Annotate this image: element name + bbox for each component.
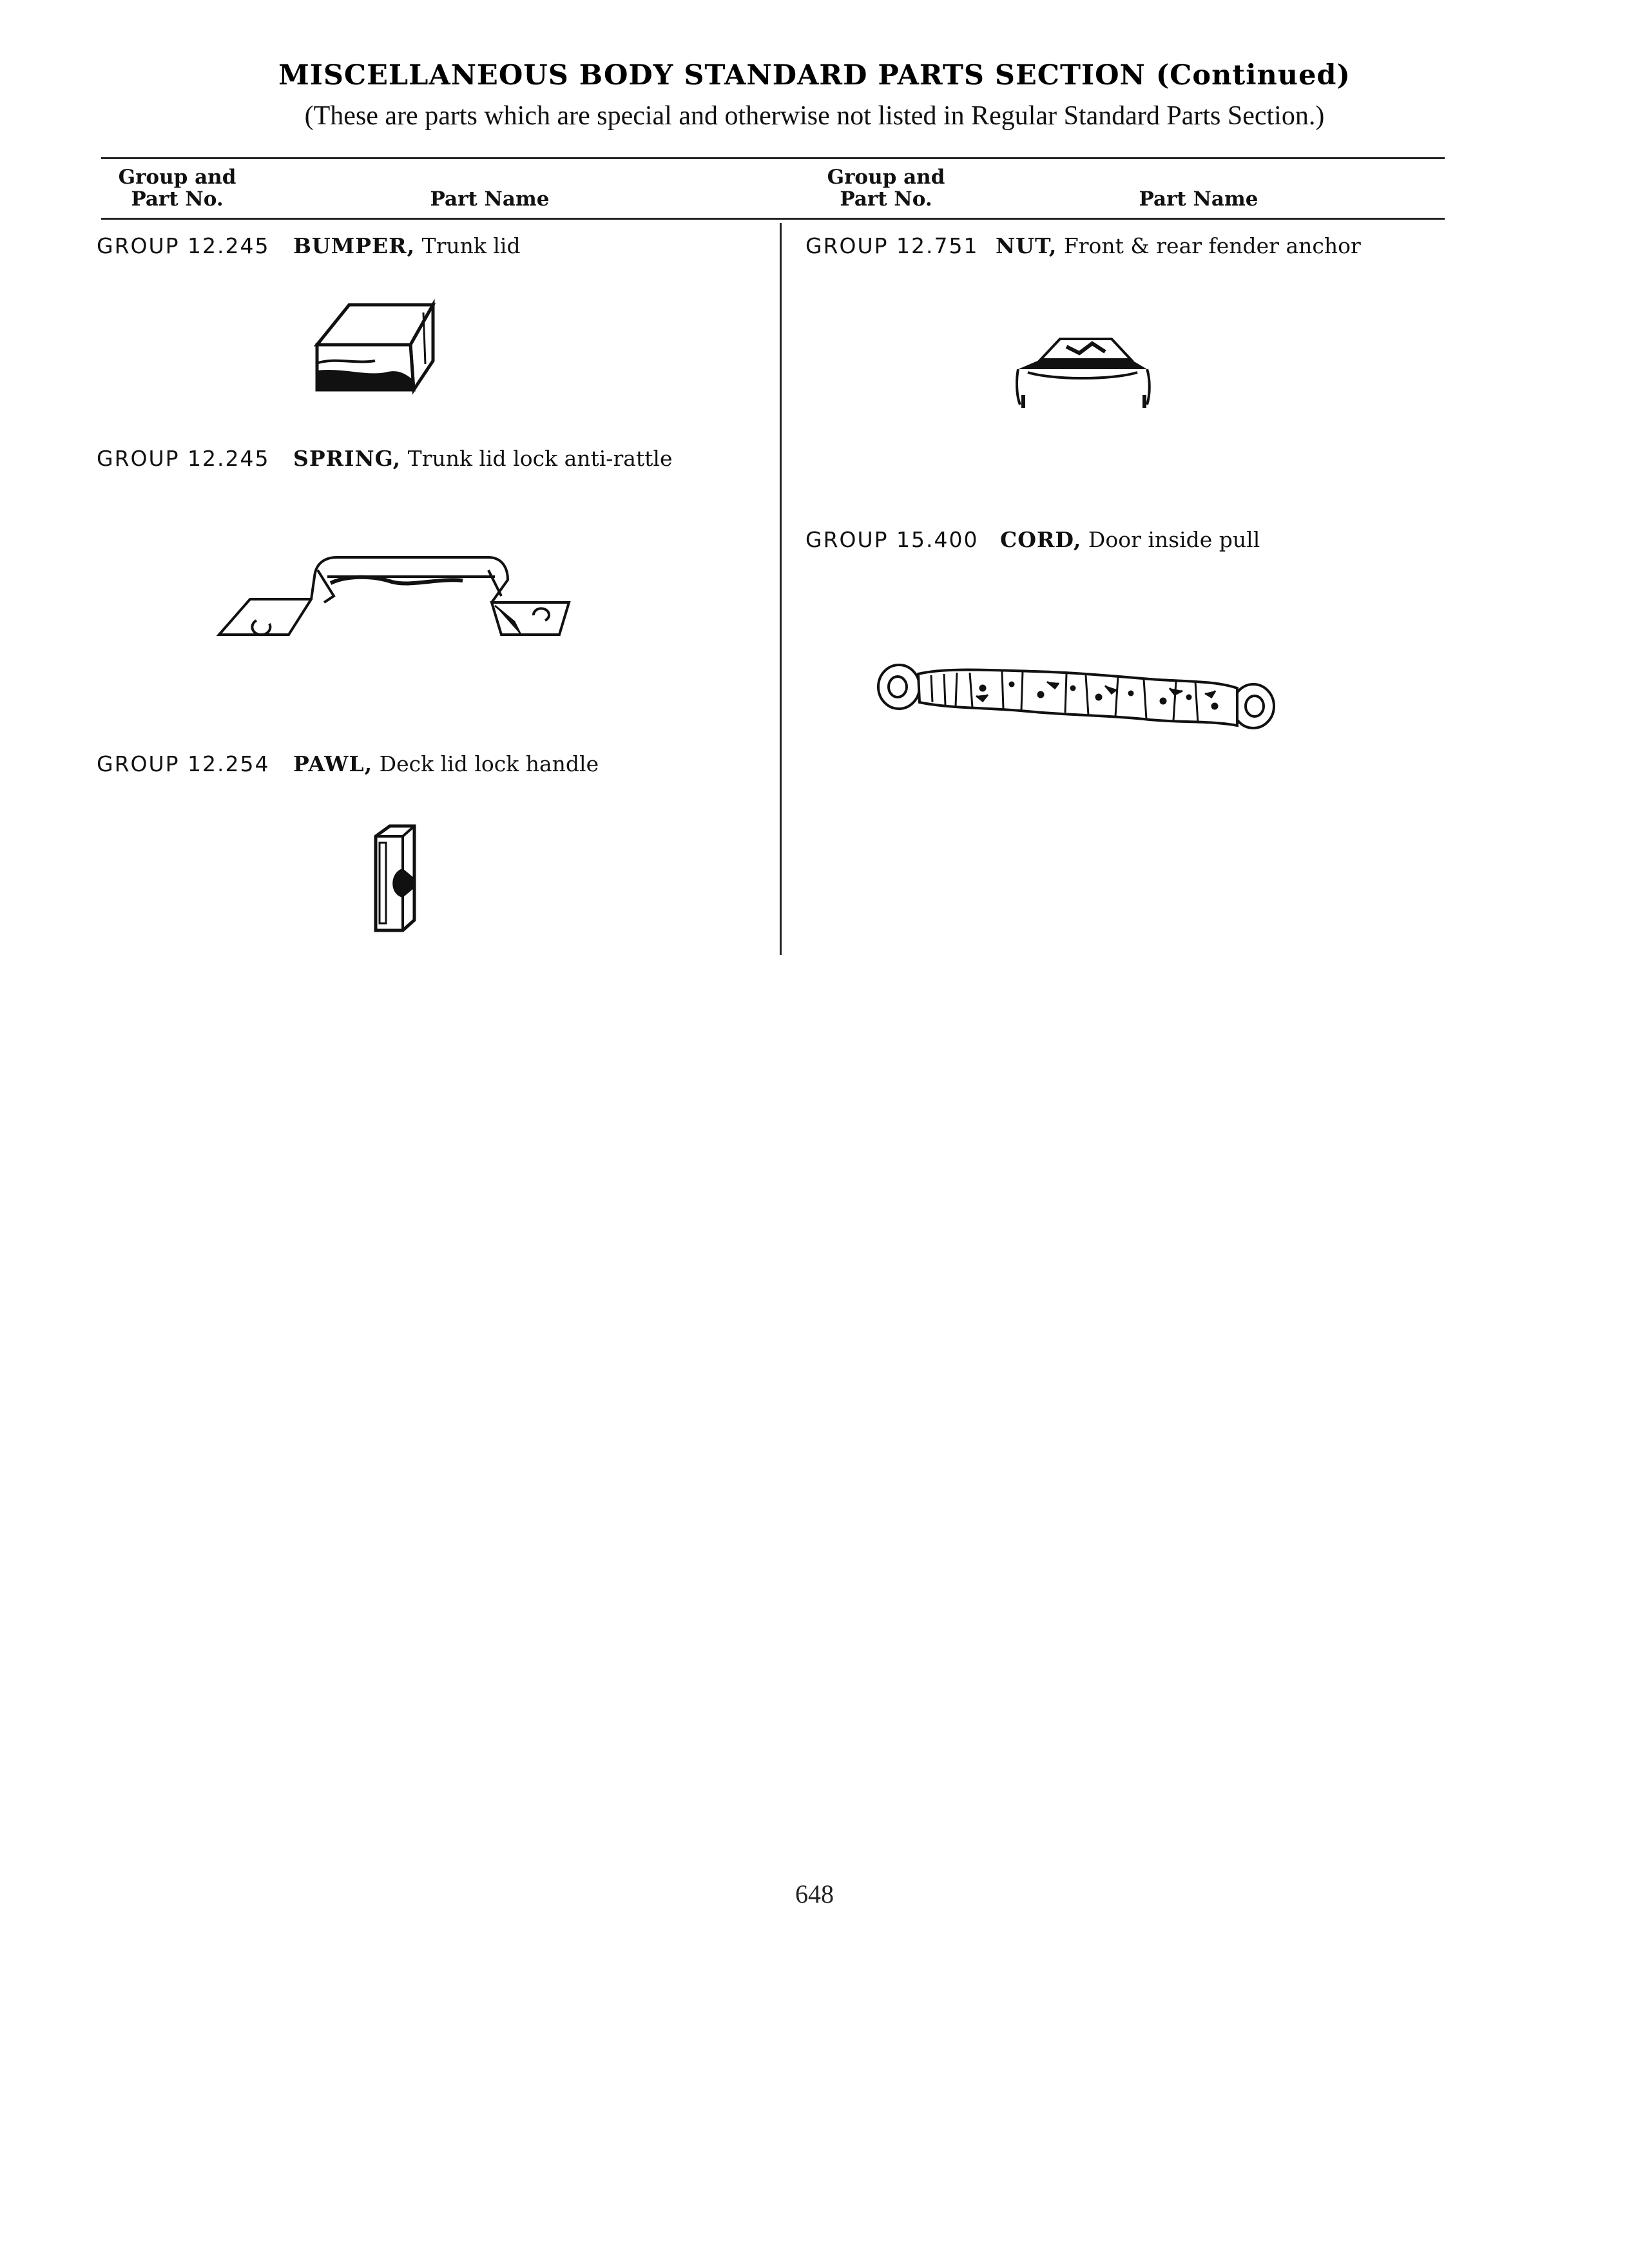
anti-rattle-spring-illustration [218, 551, 575, 648]
left-entry-1-name-detail: Trunk lid [421, 233, 521, 258]
lock-handle-pawl-illustration [371, 823, 422, 933]
left-entry-3-name-detail: Deck lid lock handle [379, 751, 599, 776]
fender-anchor-nut-illustration [1015, 334, 1153, 411]
header-rule [101, 218, 1445, 220]
right-name-header: Part Name [1139, 187, 1258, 211]
left-entry-1-name [293, 233, 521, 258]
column-divider [780, 223, 782, 955]
left-entry-2-name-detail: Trunk lid lock anti-rattle [407, 446, 673, 471]
left-name-header: Part Name [430, 187, 550, 211]
right-group-header [812, 166, 960, 210]
left-entry-3-name-main: PAWL, [293, 751, 373, 776]
top-rule [101, 157, 1445, 159]
page-number: 648 [795, 1879, 834, 1908]
left-group-header-line2: Part No. [131, 187, 224, 211]
left-group-header [103, 166, 251, 210]
left-entry-3-name [293, 751, 599, 776]
right-entry-1-name [996, 233, 1361, 258]
trunk-lid-bumper-illustration [311, 300, 439, 396]
right-entry-2-name-detail: Door inside pull [1088, 527, 1260, 552]
right-entry-2-name-main: CORD, [1000, 527, 1082, 552]
right-group-header-line1: Group and [827, 166, 945, 189]
right-group-header-line2: Part No. [840, 187, 932, 211]
right-entry-1-name-detail: Front & rear fender anchor [1063, 233, 1361, 258]
page-subtitle: (These are parts which are special and otherwise not listed in Regular Standard Parts Section.) [304, 101, 1325, 131]
page-title: MISCELLANEOUS BODY STANDARD PARTS SECTION (Continued) [278, 59, 1351, 91]
right-entry-2-group: GROUP 15.400 [805, 527, 979, 552]
left-group-header-line1: Group and [118, 166, 236, 189]
left-entry-3-group: GROUP 12.254 [97, 751, 270, 776]
left-entry-2-name [293, 446, 673, 471]
right-entry-2-name [1000, 527, 1260, 552]
right-entry-1-group: GROUP 12.751 [805, 233, 979, 258]
left-entry-1-group: GROUP 12.245 [97, 233, 270, 258]
door-pull-cord-illustration [873, 656, 1279, 736]
right-entry-1-name-main: NUT, [996, 233, 1057, 258]
left-entry-1-name-main: BUMPER, [293, 233, 416, 258]
left-entry-2-name-main: SPRING, [293, 446, 401, 471]
left-entry-2-group: GROUP 12.245 [97, 446, 270, 471]
